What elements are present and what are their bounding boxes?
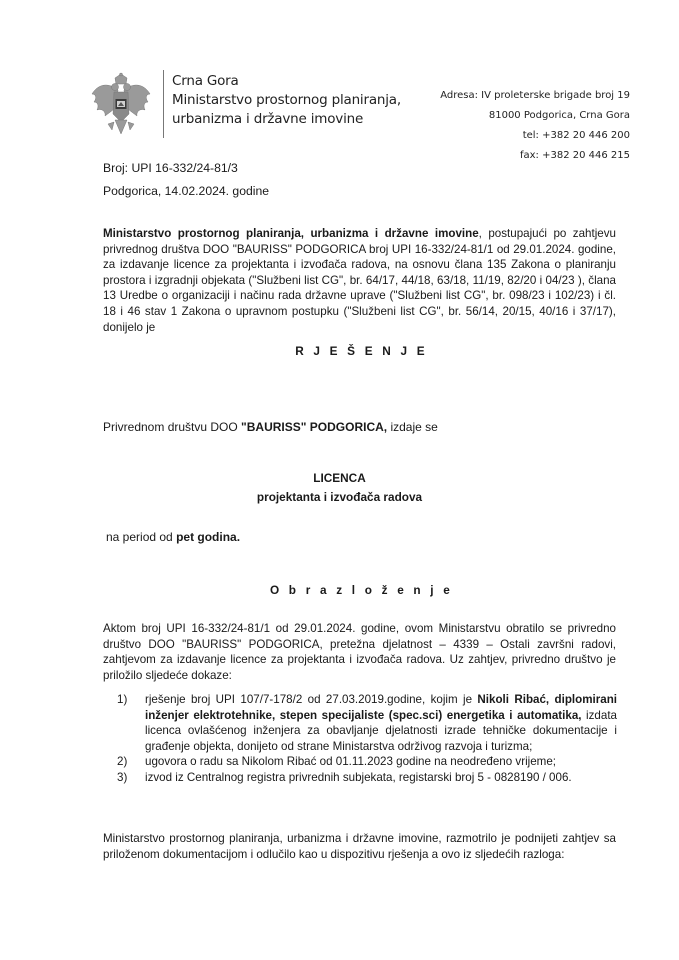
montenegro-coat-of-arms-icon <box>88 72 154 138</box>
list-item-number: 3) <box>117 770 128 784</box>
contact-block <box>440 86 630 166</box>
reasoning-title: O b r a z l o ž e n j e <box>269 583 454 597</box>
list-item-text: ugovora o radu sa Nikolom Ribać od 01.11.2023 godine na neodređeno vrijeme; <box>145 755 556 769</box>
list-item-number: 2) <box>117 755 128 769</box>
list-item-text: rješenje broj UPI 107/7-178/2 od 27.03.2019.godine, kojim je <box>145 693 478 706</box>
ministry-name-line2: urbanizma i državne imovine <box>172 111 364 127</box>
issue-suffix: izdaje se <box>387 420 438 434</box>
license-period <box>106 530 240 544</box>
intro-paragraph <box>103 226 616 335</box>
license-subtitle: projektanta i izvođača radova <box>256 490 423 504</box>
ministry-name-line1: Ministarstvo prostornog planiranja, <box>172 92 401 108</box>
list-item <box>117 770 617 786</box>
list-item-number: 1) <box>117 693 128 706</box>
document-meta <box>103 157 269 203</box>
evidence-list <box>117 692 617 786</box>
issue-statement <box>103 420 438 434</box>
list-item-bold: Nikoli Ribać, diplomirani inženjer elektrotehnike, stepen specijaliste (spec.sci) energetika i automatika, <box>145 693 618 722</box>
ministry-header <box>172 72 401 129</box>
intro-text: , postupajući po zahtjevu privrednog društva DOO "BAURISS" PODGORICA broj UPI 16-332/24-81/1 od 29.01.2024. godine, za izdavanje licence za projektanta i izvođača radova, na osnovu člana 135 Zakona o planiranju prostora i izgradnji objekata ("Službeni list CG", br. 64/17, 44/18, 63/18, 11/19, 82/20 i 04/23 ), člana 13 Uredbe o organizaciji i načinu rada državne uprave ("Službeni list CG", br. 098/23 i 102/23) i čl. 18 i 46 stav 1 Zakona o upravnom postupku ("Službeni list CG", br. 56/14, 20/15, 40/16 i 37/17), donijelo je <box>103 227 616 334</box>
telephone: tel: +382 20 446 200 <box>522 130 630 141</box>
closing-paragraph: Ministarstvo prostornog planiranja, urbanizma i državne imovine, razmotrilo je podnijeti zahtjev sa priloženom dokumentacijom i odlučilo kao u dispozitivu rješenja a ovo iz sljedećih razloga: <box>103 832 616 861</box>
list-item <box>117 692 617 754</box>
period-prefix: na period od <box>106 530 177 544</box>
list-item <box>117 754 617 770</box>
list-item-suffix: izdata licenca ovlašćenog inženjera za obavljanje djelatnosti izrade tehničke dokumentacije i građenje objekta, donijeto od strane Ministarstva održivog razvoja i turizma; <box>145 708 617 753</box>
address-line2: 81000 Podgorica, Crna Gora <box>488 110 630 121</box>
document-number: Broj: UPI 16-332/24-81/3 <box>103 161 238 175</box>
place-date: Podgorica, 14.02.2024. godine <box>103 184 270 198</box>
issue-prefix: Privrednom društvu DOO <box>103 420 242 434</box>
intro-lead: Ministarstvo prostornog planiranja, urbanizma i državne imovine <box>103 227 479 240</box>
list-item-text: izvod iz Centralnog registra privrednih subjekata, registarski broj 5 - 0828190 / 006. <box>145 770 572 784</box>
reasoning-paragraph: Aktom broj UPI 16-332/24-81/1 od 29.01.2024. godine, ovom Ministarstvu obratilo se privredno društvo DOO "BAURISS" PODGORICA, pretežna djelatnost – 4339 – Ostali završni radovi, zahtjevom za izdavanje licence za projektanta i izvođača radova. Uz zahtjev, privredno društvo je priložilo sljedeće dokaze: <box>103 622 616 682</box>
decision-title: R J E Š E N J E <box>295 344 428 358</box>
company-name: "BAURISS" PODGORICA, <box>241 420 388 434</box>
period-value: pet godina. <box>176 530 241 544</box>
fax: fax: +382 20 446 215 <box>519 150 630 161</box>
license-title: LICENCA <box>313 471 366 485</box>
header-divider <box>163 70 164 138</box>
address-line1: Adresa: IV proleterske brigade broj 19 <box>440 90 630 101</box>
country-name: Crna Gora <box>172 73 239 89</box>
